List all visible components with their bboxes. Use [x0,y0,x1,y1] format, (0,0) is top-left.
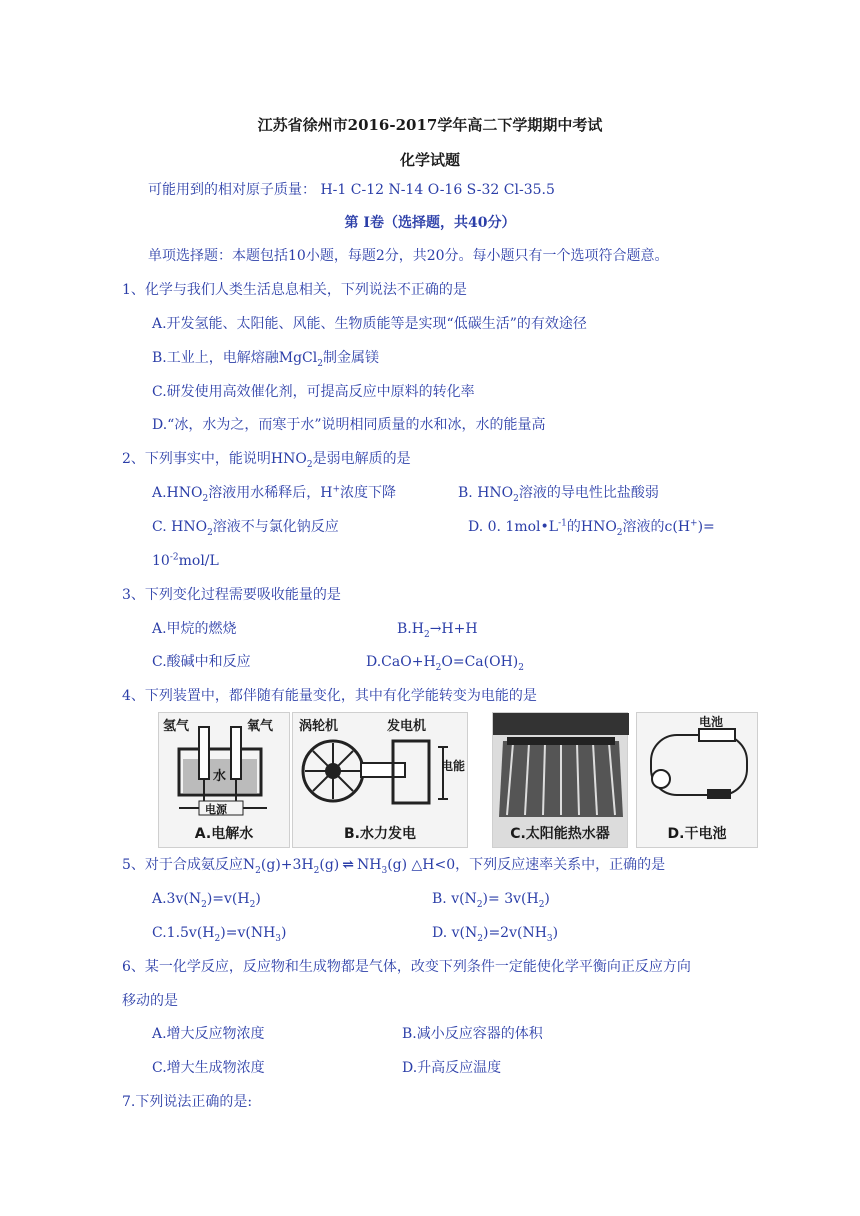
q5-stem: 5、对于合成氨反应$N_2(g)+3H_2(g)$ ⇌ $NH_3(g)$ △H<0，下列反应速率关系中，正确的是 [122,857,666,876]
label-power-source: 电源 [205,803,227,816]
fig-hydropower [292,712,468,848]
label-battery: 电池 [699,715,724,729]
q3-option-c: C.酸碱中和反应 [152,654,251,670]
q1-option-a: A.开发氢能、太阳能、风能、生物质能等是实现“低碳生活”的有效途径 [152,316,587,332]
q2-stem: 2、下列事实中，能说明$HNO_2$是弱电解质的是 [122,451,411,470]
q4-stem: 4、下列装置中，都伴随有能量变化，其中有化学能转变为电能的是 [122,688,537,704]
q6-option-a: A.增大反应物浓度 [152,1026,265,1042]
q3-option-a: A.甲烷的燃烧 [152,621,237,637]
label-generator: 发电机 [387,719,427,734]
equilibrium-arrow-icon: ⇌ [342,857,354,873]
atomic-masses: 可能用到的相对原子质量： H-1 C-12 N-14 O-16 S-32 Cl-35.5 [148,182,555,198]
q5-option-b: B. $v(N_2)= 3v(H_2)$ [432,891,550,910]
paper-subtitle: 化学试题 [399,151,460,169]
q3-stem: 3、下列变化过程需要吸收能量的是 [122,587,341,603]
caption-b: B.水力发电 [344,826,416,842]
q7-stem: 7.下列说法正确的是: [122,1094,253,1110]
q6-option-b: B.减小反应容器的体积 [402,1026,543,1042]
section-heading: 第 I卷（选择题，共40分） [344,215,516,231]
q5-option-d: D. $v(N_2)=2v(NH_3)$ [432,925,559,944]
q1-option-d: D.“冰，水为之，而寒于水”说明相同质量的水和冰，水的能量高 [152,417,546,433]
q3-option-b: $B.H_2\to H+H$ [397,621,478,640]
q2-option-a: $A.HNO_2$溶液用水稀释后，H+浓度下降 [152,484,396,504]
q2-option-d-cont: $10^{-2}mol/L$ [152,552,219,569]
q2-option-c: C. $HNO_2$溶液不与氯化钠反应 [152,519,339,538]
q6-stem-cont: 移动的是 [122,993,178,1009]
fig-electrolysis [158,712,290,848]
q6-option-c: C.增大生成物浓度 [152,1060,265,1076]
caption-d: D.干电池 [667,826,727,842]
q6-option-d: D.升高反应温度 [402,1060,502,1076]
fig-solar-heater [492,712,628,848]
q5-option-c: $C.1.5v(H_2)=v(NH_3)$ [152,925,287,944]
instructions: 单项选择题：本题包括10小题，每题2分，共20分。每小题只有一个选项符合题意。 [148,248,669,264]
q4-figure-strip [158,712,758,848]
q6-stem: 6、某一化学反应，反应物和生成物都是气体，改变下列条件一定能使化学平衡向正反应方向 [122,959,691,975]
label-electric-energy: 电能 [441,759,466,773]
caption-c: C.太阳能热水器 [510,826,610,842]
label-hydrogen: 氢气 [163,719,190,734]
exam-title: 江苏省徐州市2016-2017学年高二下学期期中考试 [257,116,603,134]
label-turbine: 涡轮机 [299,719,339,734]
q2-option-d: D. 0. $1mol•L^{-1}$的$HNO_2$溶液的c(H+)= [468,518,715,538]
q1-option-c: C.研发使用高效催化剂，可提高反应中原料的转化率 [152,384,475,400]
label-oxygen: 氧气 [247,719,274,734]
q5-option-a: $A.3v(N_2)=v(H_2)$ [152,891,261,910]
caption-a: A.电解水 [194,826,254,842]
q1-stem: 1、化学与我们人类生活息息相关，下列说法不正确的是 [122,282,467,298]
q3-option-d: $D.CaO+H_2O=Ca(OH)_2$ [366,654,525,673]
q2-option-b: B. $HNO_2$溶液的导电性比盐酸弱 [458,485,659,504]
label-water: 水 [213,769,227,784]
fig-dry-cell [636,712,758,848]
q1-option-b: B.工业上，电解熔融MgCl$_2$制金属镁 [152,350,379,369]
